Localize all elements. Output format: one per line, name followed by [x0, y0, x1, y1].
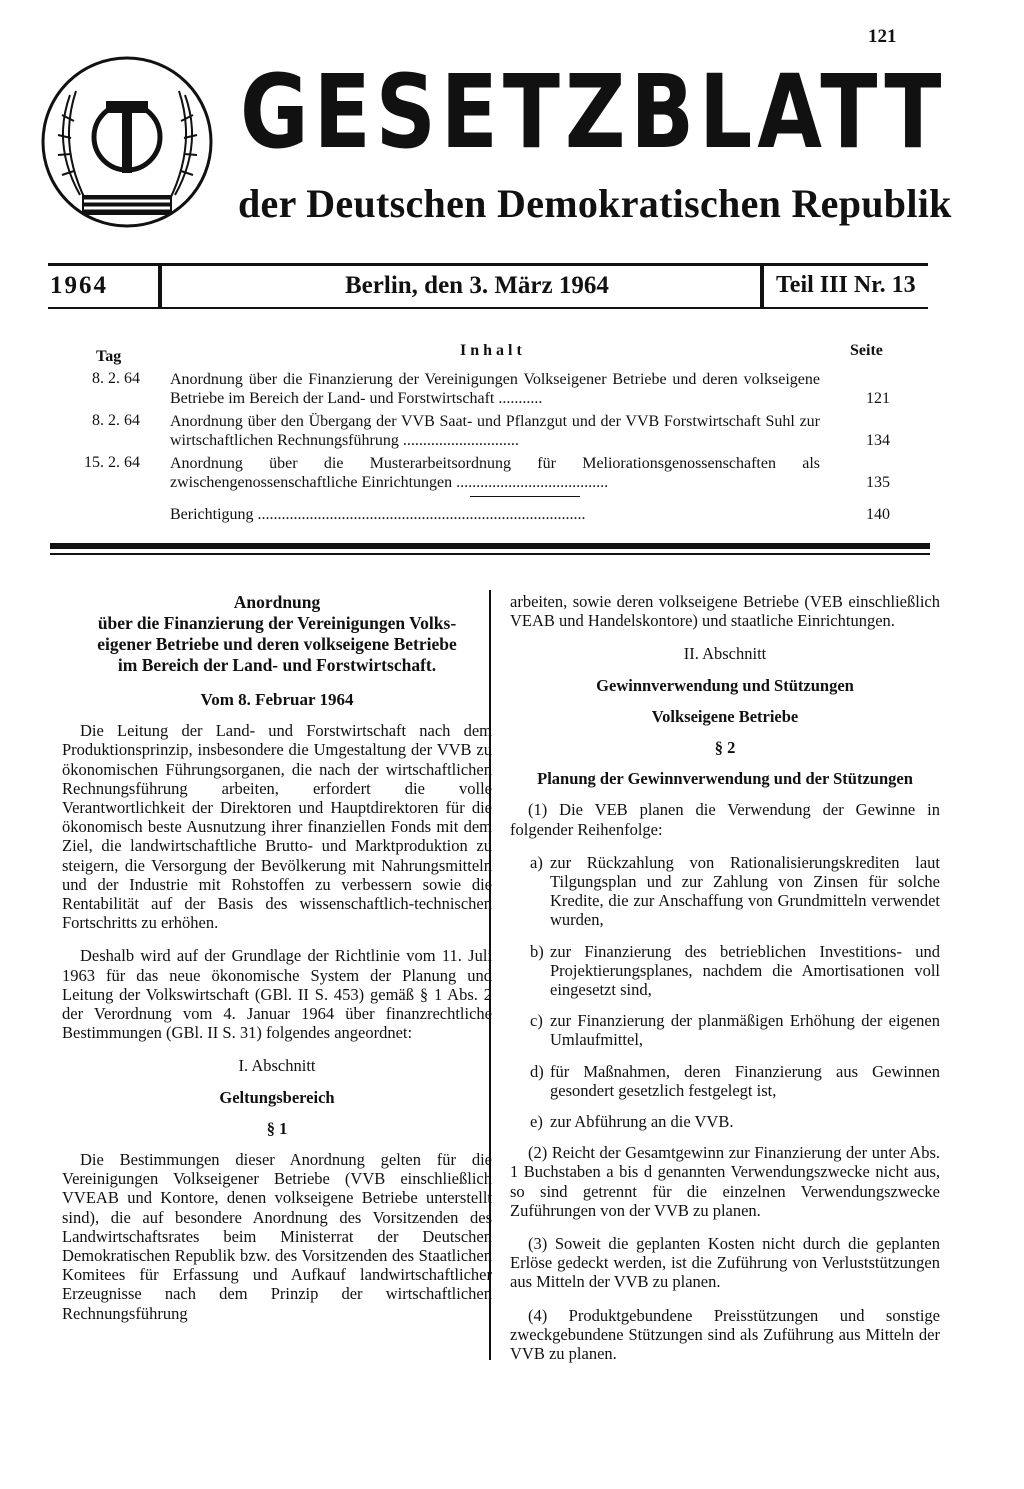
list-item — [510, 1062, 940, 1100]
list-item-label: b) — [530, 941, 544, 961]
ordinance-date: Vom 8. Februar 1964 — [200, 690, 354, 709]
toc-correction-page: 140 — [866, 506, 890, 523]
table-of-contents — [60, 342, 940, 528]
list-item — [510, 942, 940, 1000]
ordinance-title-line: eigener Betriebe und deren volkseigene Betriebe — [97, 634, 457, 654]
toc-entry-day: 8. 2. 64 — [92, 370, 140, 387]
toc-correction-title: Berichtigung .................................................................................. — [170, 506, 586, 523]
issue-date: Berlin, den 3. März 1964 — [345, 272, 609, 299]
list-item — [510, 1112, 940, 1131]
state-emblem-icon — [40, 55, 215, 230]
paragraph-sign: § 2 — [714, 738, 736, 758]
masthead-title: GESETZBLATT — [240, 53, 947, 172]
scope-paragraph: Die Bestimmungen dieser Anordnung gelten für die Vereinigungen Volkseigener Betriebe (VVB einschließlich VVEAB und Kontore, denen volkseigene Betriebe unterstellt sind), die auf besondere Anordnung des Vorsitzenden des Landwirtschaftsrates beim Ministerrat der Deutschen Demokratischen Republik bzw. des Vorsitzenden des Staatlichen Komitees für Erfassung und Aufkauf landwirtschaftlicher Erzeugnisse nach dem Prinzip der wirtschaftlichen Rechnungsführung — [62, 1150, 492, 1323]
list-item-text: zur Abführung an die VVB. — [550, 1112, 734, 1132]
clause-4: (4) Produktgebundene Preisstützungen und sonstige zweckgebundene Stützungen sind als Zuführung aus Mitteln der VVB zu planen. — [510, 1305, 940, 1364]
toc-entry-title: Anordnung über die Finanzierung der Vereinigungen Volkseigener Betriebe und deren volkseigene Betriebe im Bereich der Land- und Forstwirtschaft ........... — [170, 371, 820, 407]
ordinance-title-line: Anordnung — [233, 592, 321, 612]
list-item-label: e) — [530, 1112, 543, 1132]
toc-page-header: Seite — [850, 342, 883, 359]
toc-entry-day: 8. 2. 64 — [92, 412, 140, 429]
toc-thick-rule — [50, 543, 930, 549]
page-number: 121 — [868, 26, 897, 47]
header-top-rule — [48, 263, 928, 266]
toc-entry-page: 135 — [866, 474, 890, 491]
section-heading: I. Abschnitt — [238, 1056, 316, 1076]
subsection-title: Volkseigene Betriebe — [651, 706, 799, 726]
toc-entry-day: 15. 2. 64 — [84, 454, 140, 471]
list-item-text: zur Finanzierung der planmäßigen Erhöhung der eigenen Umlaufmittel, — [550, 1011, 940, 1050]
toc-header — [60, 342, 940, 370]
issue-number: Teil III Nr. 13 — [776, 272, 916, 298]
masthead-subtitle: der Deutschen Demokratischen Republik — [238, 181, 952, 226]
enacting-paragraph: Deshalb wird auf der Grundlage der Richtlinie vom 11. Juli 1963 für das neue ökonomische System der Planung und Leitung der Volkswirtschaft (GBl. II S. 453) gemäß § 1 Abs. 2 der Verordnung vom 4. Januar 1964 über finanzrechtliche Bestimmungen (GBl. II S. 31) folgendes angeordnet: — [62, 946, 492, 1043]
list-item-text: für Maßnahmen, deren Finanzierung aus Gewinnen gesondert gesetzlich festgelegt ist, — [550, 1061, 940, 1100]
paragraph-heading: Planung der Gewinnverwendung und der Stützungen — [537, 769, 913, 789]
paragraph-sign: § 1 — [266, 1118, 288, 1138]
toc-entry — [60, 454, 940, 492]
toc-entry-title: Anordnung über den Übergang der VVB Saat- und Pflanzgut und der VVB Forstwirtschaft Suhl zur wirtschaftlichen Rechnungsführung ............................. — [170, 413, 820, 449]
toc-thin-rule — [50, 553, 930, 555]
header-divider-left — [158, 263, 162, 309]
left-column — [62, 592, 492, 1337]
list-item — [510, 1011, 940, 1049]
toc-separator — [470, 496, 580, 497]
toc-entry-page: 134 — [866, 432, 890, 449]
list-item-label: c) — [530, 1011, 543, 1031]
toc-entry-title: Anordnung über die Musterarbeitsordnung für Meliorationsgenossenschaften als zwischengenossenschaftliche Einrichtungen ...................................... — [170, 455, 820, 491]
issue-year: 1964 — [50, 272, 108, 299]
header-divider-right — [760, 263, 764, 309]
ordinance-title — [62, 592, 492, 676]
clause-1: (1) Die VEB planen die Verwendung der Gewinne in folgender Reihenfolge: — [510, 800, 940, 839]
right-column — [510, 592, 940, 1377]
header-bottom-rule — [48, 307, 928, 309]
clause-2: (2) Reicht der Gesamtgewinn zur Finanzierung der unter Abs. 1 Buchstaben a bis d genannten Verwendungszwecke nicht aus, so sind getrennt für die einzelnen Verwendungszwecke Zuführungen von der VVB zu planen. — [510, 1143, 940, 1220]
section-title: Geltungsbereich — [219, 1087, 335, 1107]
clause-3: (3) Soweit die geplanten Kosten nicht durch die geplanten Erlöse gedeckt werden, ist die Zuführung von Verluststützungen aus Mitteln der VVB zu planen. — [510, 1234, 940, 1292]
section-heading: II. Abschnitt — [683, 644, 767, 664]
list-item-text: zur Finanzierung des betrieblichen Investitions- und Projektierungsplanes, nachdem die Amortisationen voll eingesetzt sind, — [550, 941, 940, 1000]
toc-entry-page: 121 — [866, 390, 890, 407]
list-item-label: a) — [530, 852, 543, 872]
toc-entry — [60, 412, 940, 450]
toc-day-header: Tag — [96, 348, 122, 365]
toc-entry — [60, 370, 940, 408]
preamble-paragraph: Die Leitung der Land- und Forstwirtschaft nach dem Produktionsprinzip, insbesondere die Umgestaltung der VVB zu ökonomischen Führungsorganen, die nach der wirtschaftlichen Rechnungsführung arbeiten, erfordert die volle Verantwortlichkeit der Direktoren und Hauptdirektoren für die ökonomisch beste Ausnutzung ihrer finanziellen Fonds mit dem Ziel, die landwirtschaftliche Brutto- und Marktproduktion zu steigern, die Versorgung der Bevölkerung mit Nahrungsmitteln und der Industrie mit Rohstoffen zu verbessern sowie die Rentabilität auf der Basis des wissenschaftlich-technischen Fortschritts zu erhöhen. — [62, 721, 492, 933]
toc-title-header: Inhalt — [460, 342, 526, 359]
toc-entry-correction — [60, 505, 940, 524]
list-item-label: d) — [530, 1061, 544, 1081]
list-item — [510, 853, 940, 930]
list-item-text: zur Rückzahlung von Rationalisierungskrediten laut Tilgungsplan und zur Zahlung von Zinsen für solche Kredite, die zur Anschaffung von Grundmitteln verwendet wurden, — [550, 852, 940, 930]
ordinance-title-line: über die Finanzierung der Vereinigungen Volks- — [97, 613, 457, 633]
ordinance-title-line: im Bereich der Land- und Forstwirtschaft. — [117, 655, 437, 675]
section-title: Gewinnverwendung und Stützungen — [596, 675, 854, 695]
continuation-paragraph: arbeiten, sowie deren volkseigene Betriebe (VEB einschließlich VEAB und Handelskontore) und staatliche Einrichtungen. — [510, 592, 940, 631]
